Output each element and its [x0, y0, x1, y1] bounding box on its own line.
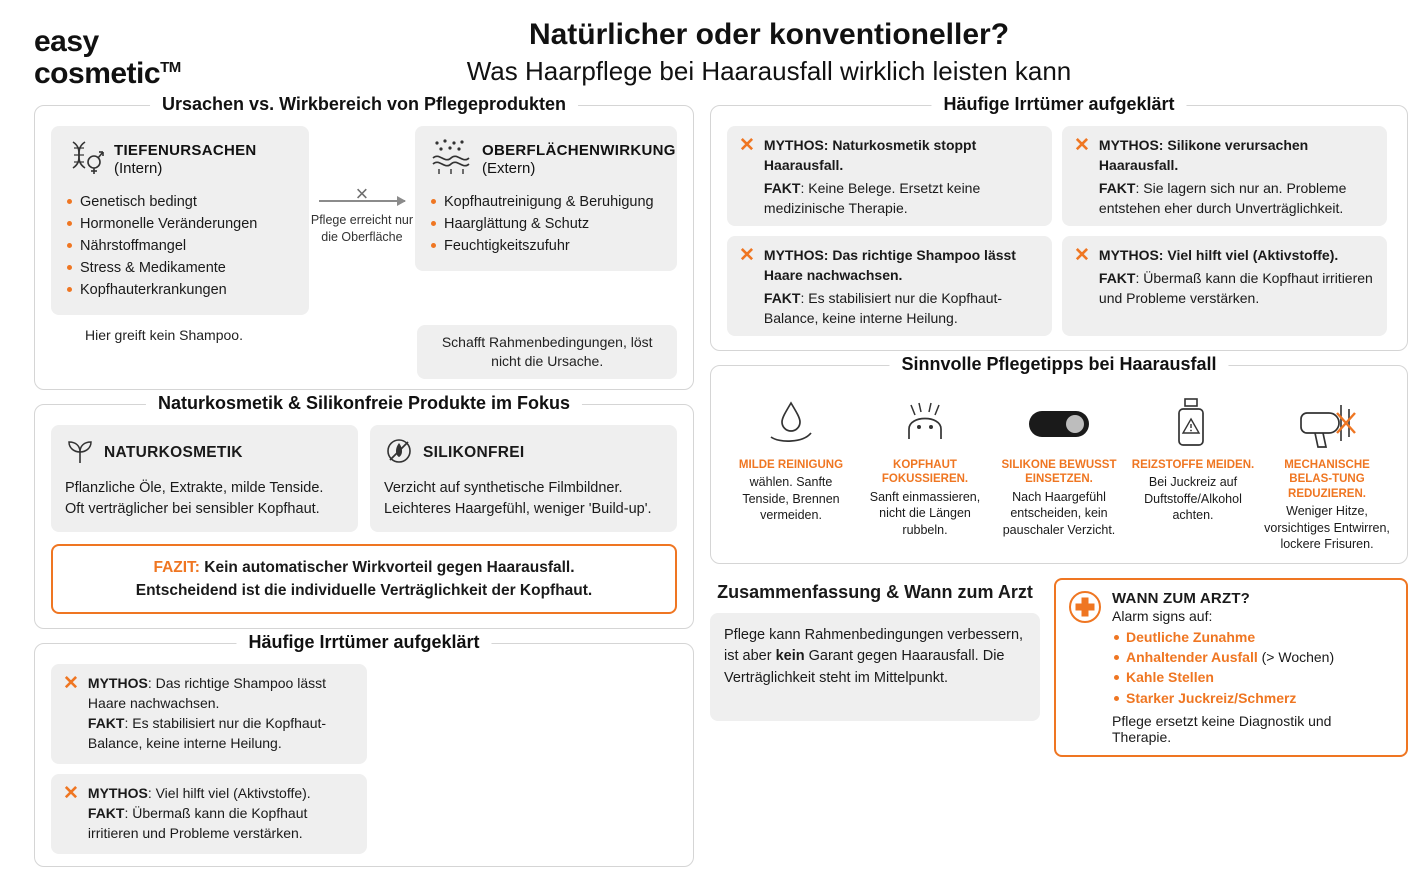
- myth-text: : Viel hilft viel (Aktivstoffe).: [147, 784, 311, 801]
- trademark-symbol: TM: [160, 58, 181, 76]
- doctor-title: WANN ZUM ARZT?: [1112, 589, 1251, 607]
- no-silicone-icon: [384, 437, 414, 470]
- surface-effect-subtitle: (Extern): [482, 159, 536, 177]
- surface-effect-box: [415, 126, 677, 271]
- fact-label: FAKT: [763, 179, 801, 196]
- tip-item: [1263, 392, 1391, 553]
- myth-card: [727, 126, 1052, 226]
- myths-small-panel: [34, 632, 694, 866]
- content-columns: [0, 89, 1408, 881]
- x-icon: ✕: [63, 782, 79, 804]
- causes-footnotes: [51, 315, 677, 379]
- myth-card-text: [764, 136, 1040, 216]
- summary-box: [710, 613, 1040, 721]
- summary-block: [710, 578, 1040, 757]
- silikonfrei-title: SILIKONFREI: [423, 444, 525, 462]
- tip-body: Weniger Hitze, vorsichtiges Entwirren, lockere Frisuren.: [1264, 504, 1390, 552]
- myth-label: MYTHOS: [87, 784, 148, 801]
- tip-title: MILDE REINIGUNG: [738, 459, 844, 471]
- hairdryer-no-icon: [1263, 392, 1391, 454]
- doctor-content: [1112, 590, 1394, 745]
- water-drop-hand-icon: [727, 392, 855, 454]
- brand-line-2: cosmetic™: [34, 56, 181, 90]
- toggle-switch-icon[interactable]: [995, 392, 1123, 454]
- list-item: Deutliche Zunahme: [1112, 627, 1394, 647]
- summary-text-c: Garant gegen Haarausfall. Die Verträglichkeit steht im Mittelpunkt.: [724, 648, 1005, 687]
- fact-label: FAKT: [1098, 179, 1136, 196]
- tip-title: SILIKONE BEWUSST EINSETZEN.: [1001, 459, 1117, 486]
- myth-card: [1062, 236, 1387, 336]
- list-item: Kopfhauterkrankungen: [65, 279, 295, 301]
- fact-text: : Es stabilisiert nur die Kopfhaut-Balance, keine interne Heilung.: [87, 715, 327, 752]
- leaf-icon: [65, 437, 95, 470]
- myth-card-text: [88, 674, 355, 754]
- summary-text-emph: kein: [775, 648, 805, 665]
- silikonfrei-box: [370, 425, 677, 532]
- fazit-line-2: Entscheidend ist die individuelle Verträglichkeit der Kopfhaut.: [135, 582, 593, 600]
- fact-text: : Keine Belege. Ersetzt keine medizinische Therapie.: [763, 179, 981, 216]
- fact-text: : Übermaß kann die Kopfhaut irritieren und Probleme verstärken.: [1098, 269, 1373, 306]
- tip-body: Nach Haargefühl entscheiden, kein pauschaler Verzicht.: [1002, 489, 1116, 537]
- deep-causes-box: [51, 126, 309, 315]
- causes-panel-legend: Ursachen vs. Wirkbereich von Pflegeprodukten: [150, 94, 578, 115]
- bottle-warning-icon: [1129, 392, 1257, 454]
- list-item: Kopfhautreinigung & Beruhigung: [429, 191, 663, 213]
- tip-item: [1129, 392, 1257, 553]
- note-no-shampoo: Hier greift kein Shampoo.: [85, 327, 243, 344]
- right-column: [710, 94, 1408, 881]
- tip-title: MECHANISCHE BELAS-TUNG REDUZIEREN.: [1284, 459, 1370, 500]
- tip-body: Sanft einmassieren, nicht die Längen rubbeln.: [869, 489, 981, 537]
- tip-title: REIZSTOFFE MEIDEN.: [1131, 459, 1255, 471]
- note-framework: Schafft Rahmenbedingungen, löst nicht die Ursache.: [417, 325, 677, 379]
- surface-effect-title: OBERFLÄCHENWIRKUNG (Extern): [482, 142, 676, 177]
- myths-panel: [710, 94, 1408, 351]
- list-item: Stress & Medikamente: [65, 257, 295, 279]
- list-item: Haarglättung & Schutz: [429, 213, 663, 235]
- summary-text-a: Pflege kann Rahmenbedingungen verbessern, ist aber: [724, 626, 1024, 665]
- tips-panel-legend: Sinnvolle Pflegetipps bei Haarausfall: [889, 354, 1228, 375]
- arrow-caption: Pflege erreicht nur die Oberfläche: [310, 213, 414, 244]
- naturkosmetik-box: [51, 425, 358, 532]
- brand-line-1: easy: [34, 25, 99, 58]
- myth-card: [1062, 126, 1387, 226]
- myth-label: MYTHOS: [87, 675, 148, 692]
- x-icon: ✕: [1074, 245, 1090, 266]
- page-subtitle: Was Haarpflege bei Haarausfall wirklich leisten kann: [466, 55, 1072, 86]
- doctor-box: [1054, 578, 1408, 757]
- myths-small-grid: [51, 664, 677, 853]
- naturkosmetik-header: [65, 437, 344, 470]
- cross-icon: ×: [355, 181, 369, 206]
- causes-row: [51, 126, 677, 315]
- myth-card-text: [1099, 246, 1375, 326]
- deep-causes-subtitle: (Intern): [114, 159, 163, 177]
- myth-card: [51, 664, 367, 764]
- fazit-label: FAZIT:: [153, 558, 200, 576]
- causes-panel: [34, 94, 694, 390]
- fazit-box: [51, 544, 677, 615]
- myth-card-text: [88, 784, 355, 844]
- dna-gender-icon: [65, 138, 105, 181]
- tips-row: [727, 386, 1391, 553]
- fact-label: FAKT: [763, 289, 801, 306]
- list-item: Hormonelle Veränderungen: [65, 213, 295, 235]
- header: [0, 0, 1408, 89]
- list-item: Kahle Stellen: [1112, 667, 1394, 687]
- tips-panel: [710, 354, 1408, 564]
- x-icon: ✕: [739, 135, 755, 156]
- myth-statement: MYTHOS: Das richtige Shampoo lässt Haare nachwachsen.: [763, 247, 1016, 283]
- summary-title: Zusammenfassung & Wann zum Arzt: [717, 581, 1033, 602]
- fact-label: FAKT: [1098, 269, 1136, 286]
- list-item: Anhaltender Ausfall (> Wochen): [1112, 647, 1394, 667]
- surface-effect-header: [429, 138, 676, 181]
- myth-card-text: [1099, 136, 1375, 216]
- doctor-footer: Pflege ersetzt keine Diagnostik und Therapie.: [1112, 712, 1332, 745]
- silikonfrei-body: Verzicht auf synthetische Filmbildner. Leichteres Haargefühl, weniger 'Build-up'.: [384, 479, 652, 517]
- deep-causes-title: TIEFENURSACHEN (Intern): [114, 142, 257, 177]
- summary-row: [710, 578, 1408, 757]
- list-item: Starker Juckreiz/Schmerz: [1112, 688, 1394, 708]
- tip-body: wählen. Sanfte Tenside, Brennen vermeiden.: [742, 475, 840, 523]
- fact-text: : Sie lagern sich nur an. Probleme entstehen eher durch Unverträglichkeit.: [1098, 179, 1347, 216]
- myths-small-legend: Häufige Irrtümer aufgeklärt: [236, 632, 491, 653]
- myth-card: [727, 236, 1052, 336]
- title-block: [154, 18, 1384, 88]
- natural-boxes: [51, 425, 677, 532]
- myths-grid: [727, 126, 1391, 336]
- list-item: Feuchtigkeitszufuhr: [429, 235, 663, 257]
- scalp-massage-icon: [861, 392, 989, 454]
- x-icon: ✕: [63, 673, 79, 695]
- tip-title: KOPFHAUT FOKUSSIEREN.: [881, 459, 969, 486]
- list-item: Nährstoffmangel: [65, 235, 295, 257]
- myth-card: [51, 774, 367, 854]
- tip-body: Bei Juckreiz auf Duftstoffe/Alkohol achten.: [1144, 475, 1242, 523]
- myth-card-text: [764, 246, 1040, 326]
- naturkosmetik-body: Pflanzliche Öle, Extrakte, milde Tenside. Oft verträglicher bei sensibler Kopfhaut.: [65, 479, 324, 517]
- list-item: Genetisch bedingt: [65, 191, 295, 213]
- fact-text: : Übermaß kann die Kopfhaut irritieren und Probleme verstärken.: [87, 804, 308, 841]
- myth-statement: MYTHOS: Naturkosmetik stoppt Haarausfall.: [763, 137, 977, 173]
- x-icon: ✕: [1074, 135, 1090, 156]
- x-icon: ✕: [739, 245, 755, 266]
- fazit-line-1: Kein automatischer Wirkvorteil gegen Haarausfall.: [204, 558, 575, 576]
- natural-cosmetics-panel: [34, 392, 694, 630]
- fact-label: FAKT: [87, 804, 125, 821]
- footnote-spacer: [51, 315, 417, 379]
- doctor-list: [1112, 627, 1394, 708]
- page-title: Natürlicher oder konventioneller?: [528, 18, 1010, 51]
- fact-text: : Es stabilisiert nur die Kopfhaut-Balance, keine interne Heilung.: [763, 289, 1003, 326]
- naturkosmetik-title: NATURKOSMETIK: [104, 444, 243, 462]
- medical-cross-icon: [1068, 590, 1102, 745]
- tip-item: [727, 392, 855, 553]
- silikonfrei-header: [384, 437, 663, 470]
- left-column: [34, 94, 694, 881]
- tip-item: [995, 392, 1123, 553]
- myth-text: : Das richtige Shampoo lässt Haare nachwachsen.: [87, 675, 327, 712]
- scalp-surface-icon: [429, 138, 473, 181]
- deep-causes-header: [65, 138, 295, 181]
- surface-effect-list: [429, 191, 663, 257]
- doctor-subtitle: Alarm signs auf:: [1112, 607, 1213, 624]
- natural-panel-legend: Naturkosmetik & Silikonfreie Produkte im Fokus: [146, 393, 582, 414]
- myth-statement: MYTHOS: Viel hilft viel (Aktivstoffe).: [1098, 247, 1339, 263]
- myth-statement: MYTHOS: Silikone verursachen Haarausfall.: [1098, 137, 1309, 173]
- fact-label: FAKT: [87, 715, 125, 732]
- deep-causes-list: [65, 191, 295, 301]
- myths-panel-legend: Häufige Irrtümer aufgeklärt: [931, 94, 1186, 115]
- arrow-connector: [309, 126, 415, 246]
- tip-item: [861, 392, 989, 553]
